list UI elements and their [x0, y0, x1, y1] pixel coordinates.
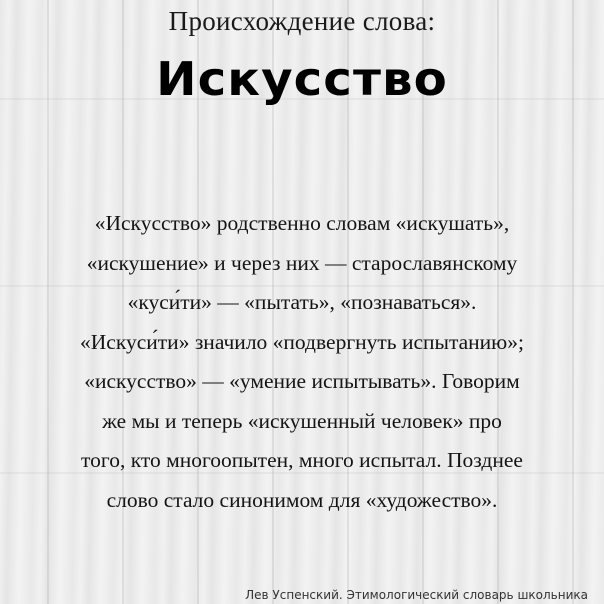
text-line: же мы и теперь «искушенный человек» про: [102, 408, 502, 433]
text-line: «искушение» и через них — старославянскому: [86, 250, 518, 275]
text-line: слово стало синонимом для «художество».: [106, 487, 498, 512]
etymology-text: [20, 204, 584, 520]
text-line: «искусство» — «умение испытывать». Говорим: [84, 369, 520, 393]
source-caption: Лев Успенский. Этимологический словарь школьника: [245, 588, 588, 602]
text-line: того, кто многоопытен, много испытал. Позднее: [81, 448, 523, 472]
subtitle: Происхождение слова:: [168, 6, 436, 36]
page-title: Искусство: [156, 52, 448, 106]
text-line: «куси́ти» — «пытать», «познаваться».: [127, 290, 477, 314]
text-line: «Искуси́ти» значило «подвергнуть испытанию»;: [80, 329, 524, 354]
text-line: «Искусство» родственно словам «искушать»,: [94, 211, 510, 235]
